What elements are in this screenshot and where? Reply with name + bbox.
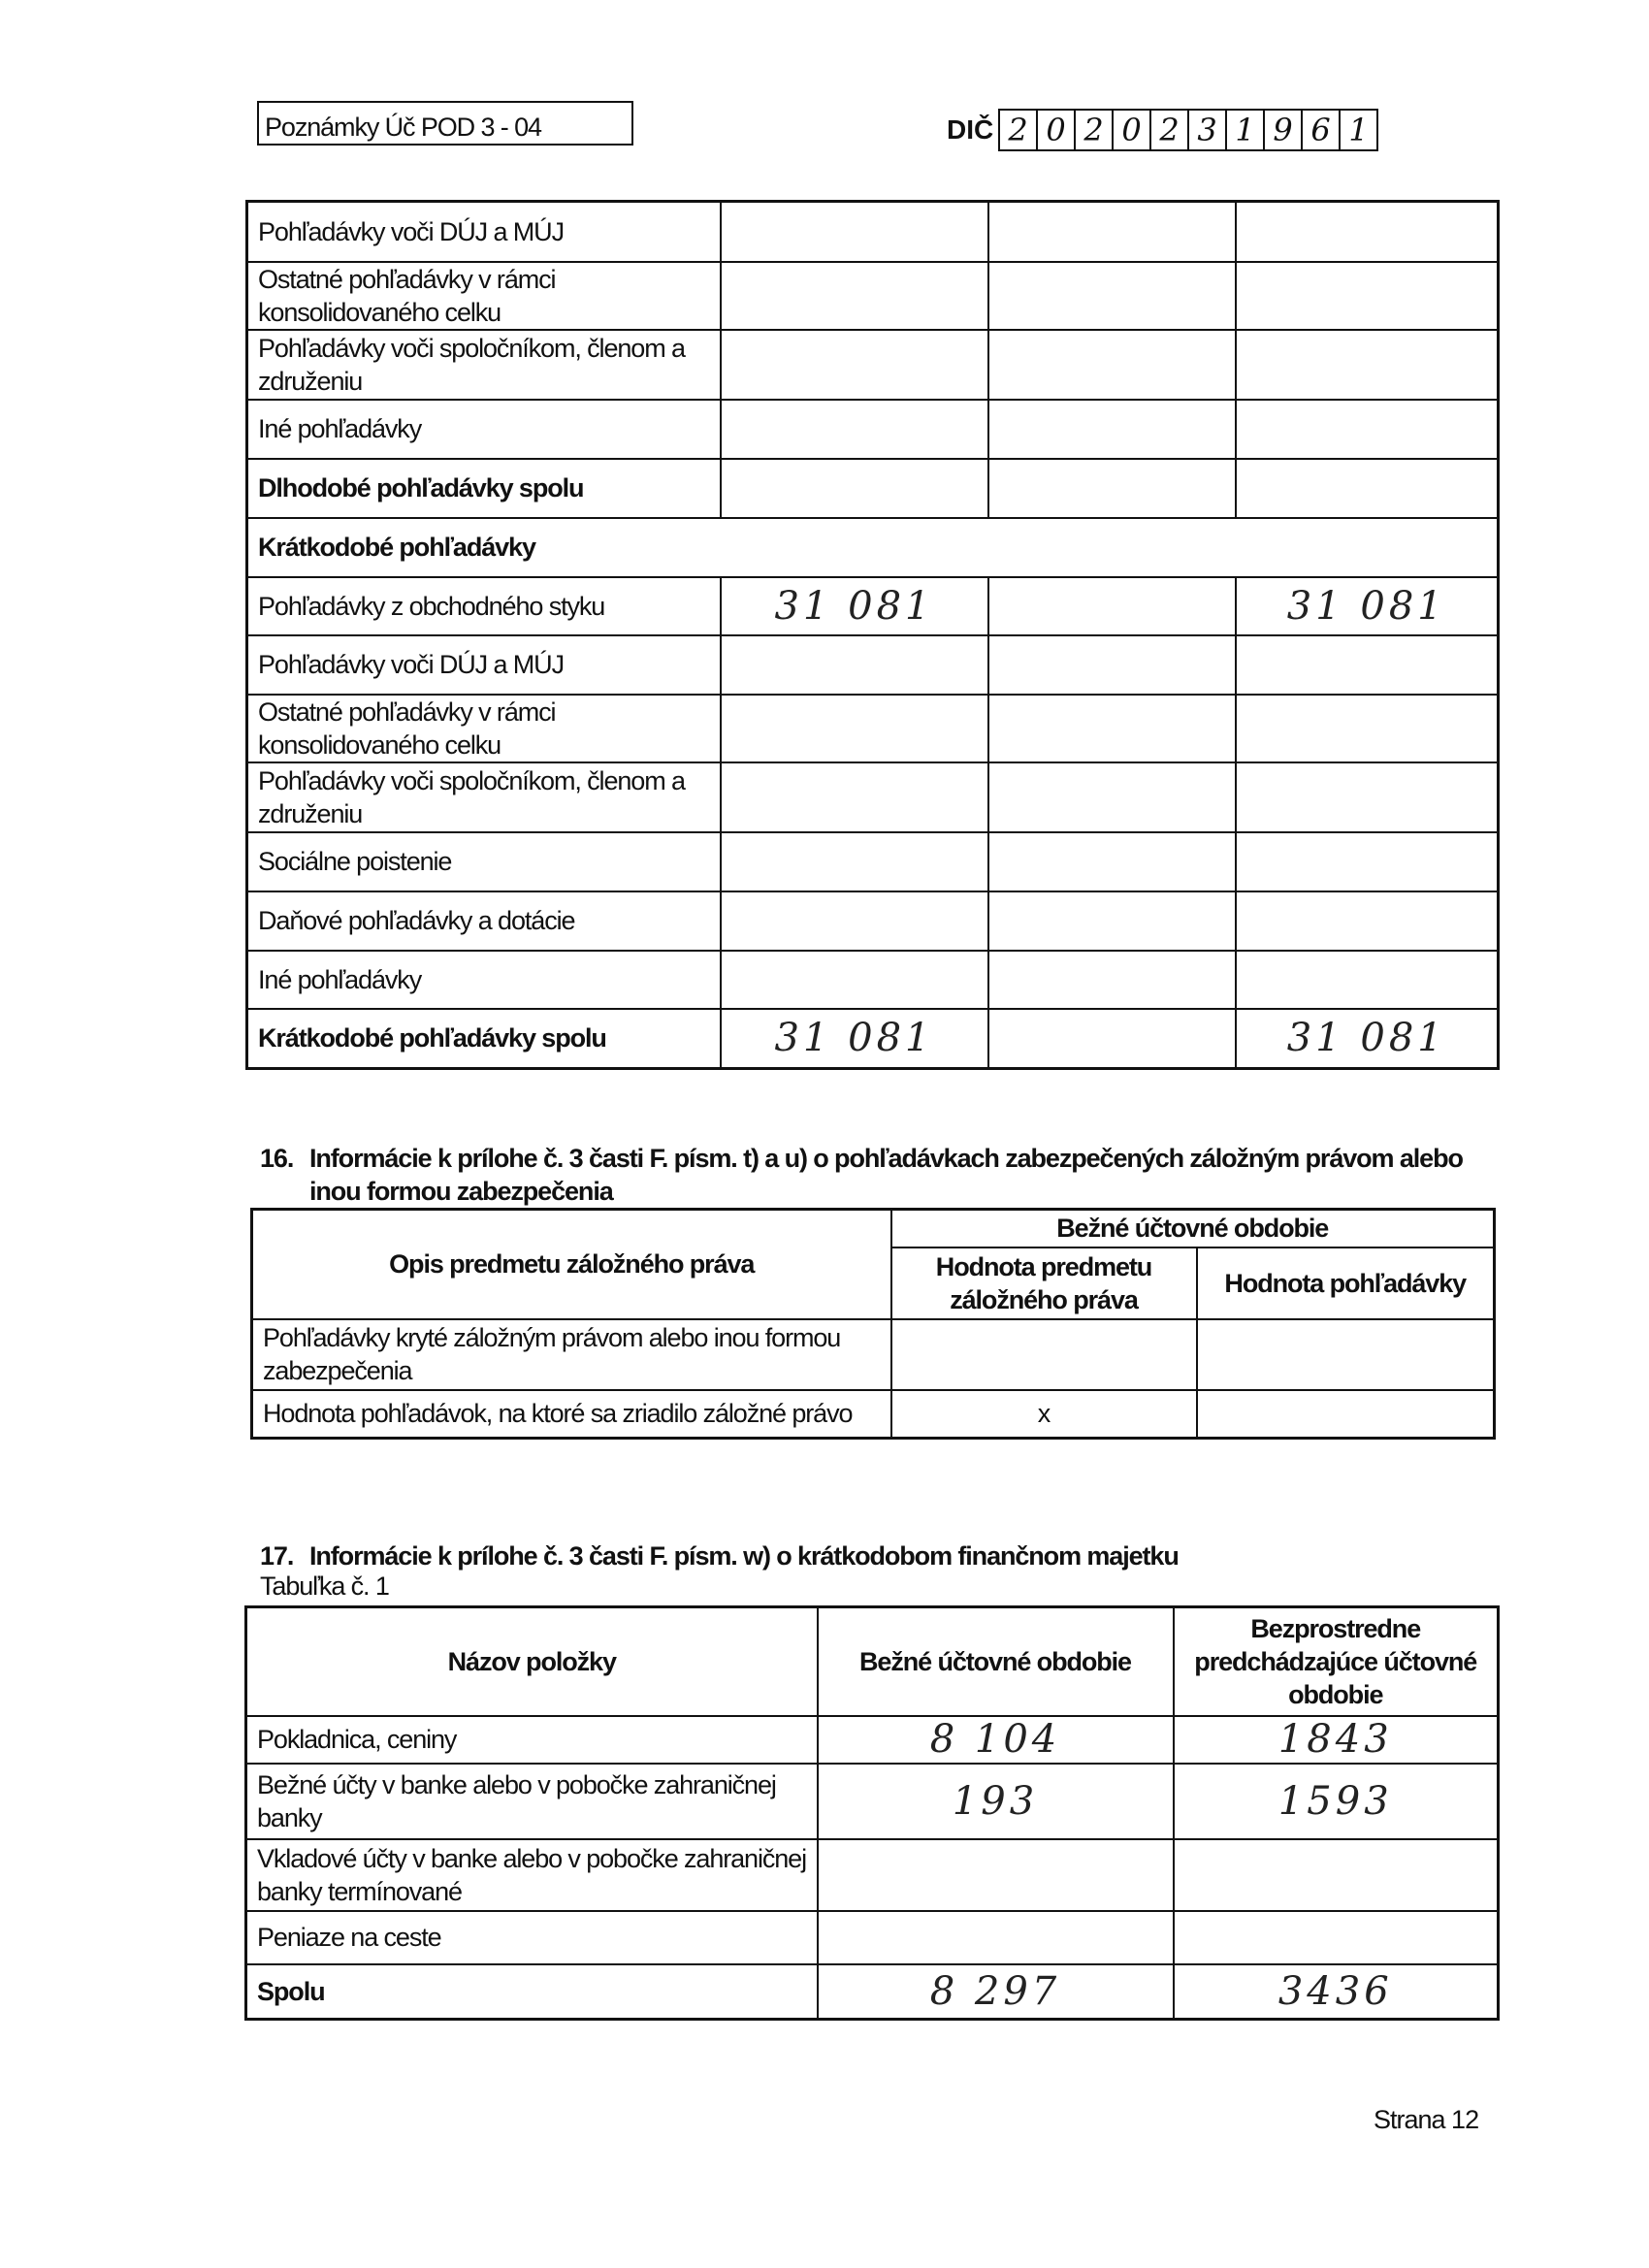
col-previous-header: Bezprostredne predchádzajúce účtovné obdobie	[1174, 1607, 1499, 1716]
current-value: 8 297	[818, 1964, 1174, 2020]
dic-digit-box: 2	[1076, 111, 1114, 149]
row-label: Pokladnica, ceniny	[246, 1716, 818, 1764]
cell-a: x	[891, 1390, 1197, 1439]
row-label: Ostatné pohľadávky v rámci konsolidovaného celku	[247, 262, 721, 330]
dic-digit-box: 3	[1189, 111, 1227, 149]
section17-subtitle: Tabuľka č. 1	[260, 1571, 389, 1601]
row-label: Krátkodobé pohľadávky spolu	[247, 1009, 721, 1069]
section17-title: Informácie k prílohe č. 3 časti F. písm. w) o krátkodobom finančnom majetku	[309, 1541, 1179, 1571]
cell-value	[988, 891, 1236, 951]
section-row-label: Krátkodobé pohľadávky	[247, 518, 1499, 577]
col-b-header: Hodnota pohľadávky	[1197, 1247, 1495, 1319]
section16-title: Informácie k prílohe č. 3 časti F. písm. t) a u) o pohľadávkach zabezpečených záložným právom alebo inou formou zabezpečenia	[309, 1144, 1463, 1206]
table-row	[247, 262, 1499, 330]
cell-value	[988, 400, 1236, 459]
row-label: Iné pohľadávky	[247, 400, 721, 459]
col-a-header: Hodnota predmetu záložného práva	[891, 1247, 1197, 1319]
table-row	[246, 1964, 1499, 2020]
row-label: Vkladové účty v banke alebo v pobočke zahraničnej banky termínované	[246, 1839, 818, 1911]
previous-value	[1174, 1839, 1499, 1911]
table-row	[246, 1839, 1499, 1911]
cell-value	[721, 400, 988, 459]
cell-value	[988, 635, 1236, 695]
table-row	[247, 459, 1499, 518]
cell-value	[1236, 330, 1499, 400]
cell-value	[1236, 695, 1499, 762]
cell-b	[1197, 1390, 1495, 1439]
table-row	[247, 400, 1499, 459]
table-row	[247, 330, 1499, 400]
cell-b	[1197, 1319, 1495, 1390]
row-label: Peniaze na ceste	[246, 1911, 818, 1964]
previous-value: 3436	[1174, 1964, 1499, 2020]
cell-value	[1236, 762, 1499, 832]
cell-value	[1236, 459, 1499, 518]
table-row	[246, 1911, 1499, 1964]
cell-value: 31 081	[1236, 1009, 1499, 1069]
receivables-table	[245, 200, 1500, 1070]
row-label: Bežné účty v banke alebo v pobočke zahraničnej banky	[246, 1764, 818, 1839]
row-label: Ostatné pohľadávky v rámci konsolidovaného celku	[247, 695, 721, 762]
dic-label: DIČ	[947, 114, 994, 145]
cell-value	[988, 577, 1236, 635]
current-value: 193	[818, 1764, 1174, 1839]
table-row	[246, 1716, 1499, 1764]
cell-value	[1236, 262, 1499, 330]
cell-value: 31 081	[721, 1009, 988, 1069]
cell-value	[988, 695, 1236, 762]
cell-value	[988, 202, 1236, 262]
cell-value	[721, 202, 988, 262]
current-value	[818, 1839, 1174, 1911]
table-row	[247, 518, 1499, 577]
table-row	[247, 635, 1499, 695]
dic-digit-box: 2	[1000, 111, 1038, 149]
cell-value	[988, 330, 1236, 400]
table-row	[247, 951, 1499, 1009]
cell-value	[988, 951, 1236, 1009]
cell-value	[1236, 635, 1499, 695]
row-label: Pohľadávky voči DÚJ a MÚJ	[247, 635, 721, 695]
cell-value	[721, 695, 988, 762]
row-label: Pohľadávky voči DÚJ a MÚJ	[247, 202, 721, 262]
cell-value	[988, 459, 1236, 518]
row-label: Hodnota pohľadávok, na ktoré sa zriadilo záložné právo	[252, 1390, 891, 1439]
cell-value: 31 081	[721, 577, 988, 635]
dic-digit-box: 1	[1227, 111, 1265, 149]
col-desc-header: Opis predmetu záložného práva	[252, 1210, 891, 1319]
cell-value	[721, 635, 988, 695]
dic-digit-box: 9	[1265, 111, 1303, 149]
page-number: Strana 12	[1374, 2105, 1479, 2134]
table-row	[247, 832, 1499, 891]
dic-boxes	[998, 109, 1378, 151]
cell-value	[1236, 832, 1499, 891]
row-label: Pohľadávky z obchodného styku	[247, 577, 721, 635]
table-row	[247, 762, 1499, 832]
cell-value	[721, 951, 988, 1009]
cell-value	[1236, 891, 1499, 951]
pledge-table	[250, 1208, 1496, 1440]
dic-digit-box: 6	[1303, 111, 1341, 149]
section16-number: 16.	[260, 1144, 294, 1173]
cell-value	[1236, 951, 1499, 1009]
row-label: Daňové pohľadávky a dotácie	[247, 891, 721, 951]
table-row	[247, 891, 1499, 951]
previous-value: 1593	[1174, 1764, 1499, 1839]
table-row	[247, 577, 1499, 635]
previous-value: 1843	[1174, 1716, 1499, 1764]
row-label: Pohľadávky voči spoločníkom, členom a združeniu	[247, 330, 721, 400]
cell-value	[988, 1009, 1236, 1069]
row-label: Spolu	[246, 1964, 818, 2020]
cell-value	[1236, 400, 1499, 459]
col-current-header: Bežné účtovné obdobie	[818, 1607, 1174, 1716]
cell-value	[721, 262, 988, 330]
cell-value	[1236, 202, 1499, 262]
cell-a	[891, 1319, 1197, 1390]
section17-number: 17.	[260, 1541, 294, 1571]
current-value	[818, 1911, 1174, 1964]
cell-value	[988, 762, 1236, 832]
cell-value	[721, 832, 988, 891]
cell-value	[988, 262, 1236, 330]
cell-value	[721, 459, 988, 518]
cell-value	[721, 762, 988, 832]
dic-digit-box: 2	[1151, 111, 1189, 149]
row-label: Dlhodobé pohľadávky spolu	[247, 459, 721, 518]
row-label: Pohľadávky voči spoločníkom, členom a združeniu	[247, 762, 721, 832]
dic-digit-box: 1	[1348, 112, 1369, 148]
row-label: Pohľadávky kryté záložným právom alebo inou formou zabezpečenia	[252, 1319, 891, 1390]
table-row	[246, 1764, 1499, 1839]
form-label-box	[257, 101, 633, 146]
col-name-header: Názov položky	[246, 1607, 818, 1716]
dic-digit-box: 0	[1038, 111, 1076, 149]
dic-digit-box: 0	[1114, 111, 1151, 149]
col-group-header: Bežné účtovné obdobie	[891, 1210, 1495, 1247]
cell-value	[721, 330, 988, 400]
table-row	[247, 1009, 1499, 1069]
row-label: Sociálne poistenie	[247, 832, 721, 891]
table-row	[247, 695, 1499, 762]
cell-value	[988, 832, 1236, 891]
cell-value: 31 081	[1236, 577, 1499, 635]
row-label: Iné pohľadávky	[247, 951, 721, 1009]
form-label: Poznámky Úč POD 3 - 04	[265, 113, 541, 142]
table-row	[247, 202, 1499, 262]
financial-assets-table	[244, 1605, 1500, 2021]
current-value: 8 104	[818, 1716, 1174, 1764]
cell-value	[721, 891, 988, 951]
previous-value	[1174, 1911, 1499, 1964]
